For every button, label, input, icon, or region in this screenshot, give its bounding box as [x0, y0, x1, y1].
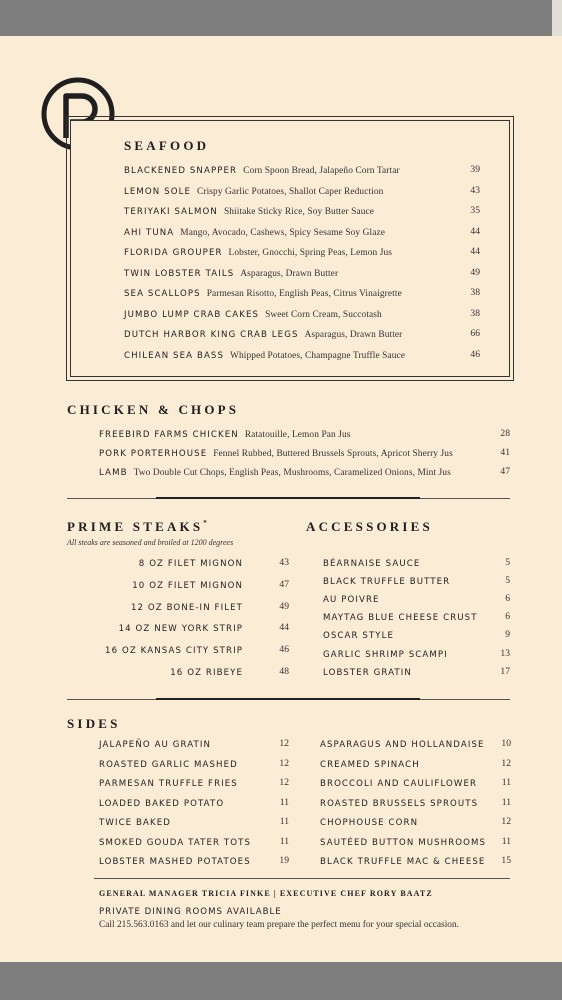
- item-price: 48: [279, 666, 289, 677]
- item-name: TERIYAKI SALMON: [124, 207, 218, 217]
- prime-steaks-heading: PRIME STEAKS*: [67, 519, 207, 534]
- item-name: GARLIC SHRIMP SCAMPI: [323, 649, 448, 660]
- accessory-item: [323, 591, 380, 607]
- side-item: [99, 775, 238, 791]
- item-name: JALAPEÑO AU GRATIN: [99, 740, 212, 750]
- item-price: 44: [470, 246, 480, 257]
- seafood-item: [124, 162, 400, 178]
- side-item: [99, 814, 171, 830]
- item-price: 44: [279, 622, 289, 634]
- accessory-item: [323, 627, 394, 643]
- side-item: [99, 756, 238, 772]
- item-price: 10: [501, 738, 511, 749]
- steak-item: [60, 642, 243, 658]
- seafood-item: [124, 326, 402, 342]
- steak-item: [60, 577, 243, 593]
- accessory-item: [323, 555, 420, 571]
- item-name: CREAMED SPINACH: [320, 759, 420, 770]
- side-item: [320, 814, 418, 830]
- steak-item: [60, 620, 243, 636]
- item-price: 46: [470, 348, 480, 360]
- item-name: BLACK TRUFFLE BUTTER: [323, 577, 451, 588]
- photo-bottom-border: [0, 962, 562, 1000]
- accessory-item: [323, 664, 412, 680]
- item-price: 12: [279, 738, 289, 749]
- chicken-chops-item: [99, 445, 453, 461]
- private-dining-call: Call 215.563.0163 and let our culinary team prepare the perfect menu for your special occasion.: [99, 920, 460, 930]
- item-description: Asparagus, Drawn Butter: [304, 330, 403, 340]
- steaks-note: All steaks are seasoned and broiled at 1200 degrees: [67, 538, 234, 547]
- item-name: TWIN LOBSTER TAILS: [124, 268, 235, 279]
- item-price: 9: [505, 629, 510, 641]
- item-price: 35: [470, 205, 480, 216]
- item-name: 10 OZ FILET MIGNON: [132, 580, 243, 591]
- item-price: 11: [501, 777, 511, 788]
- side-item: [320, 795, 478, 811]
- item-name: LAMB: [99, 468, 128, 478]
- item-price: 43: [470, 184, 480, 196]
- seafood-item: [124, 265, 338, 281]
- item-name: 8 OZ FILET MIGNON: [138, 559, 243, 569]
- seafood-item: [124, 285, 402, 301]
- item-price: 43: [279, 557, 289, 568]
- item-name: LOBSTER MASHED POTATOES: [99, 857, 251, 867]
- steak-item: [60, 599, 243, 615]
- item-name: ROASTED BRUSSELS SPROUTS: [320, 798, 479, 809]
- item-name: FLORIDA GROUPER: [124, 248, 223, 258]
- item-name: LEMON SOLE: [124, 186, 191, 197]
- side-item: [99, 853, 251, 869]
- item-name: LOBSTER GRATIN: [323, 667, 412, 678]
- seafood-heading: SEAFOOD: [124, 138, 210, 153]
- item-name: SEA SCALLOPS: [124, 289, 201, 299]
- item-name: TWICE BAKED: [99, 818, 172, 828]
- item-name: BLACKENED SNAPPER: [124, 166, 238, 176]
- item-price: 44: [470, 225, 480, 237]
- item-description: Whipped Potatoes, Champagne Truffle Sauce: [230, 350, 406, 361]
- item-name: PARMESAN TRUFFLE FRIES: [99, 779, 238, 789]
- item-description: Shiitake Sticky Rice, Soy Butter Sauce: [223, 207, 375, 217]
- item-name: ROASTED GARLIC MASHED: [99, 759, 238, 770]
- seafood-item: [124, 203, 374, 219]
- item-price: 66: [470, 328, 480, 339]
- item-description: Corn Spoon Bread, Jalapeño Corn Tartar: [243, 166, 400, 176]
- seafood-item: [124, 224, 385, 240]
- item-price: 38: [470, 287, 480, 298]
- item-price: 39: [470, 164, 480, 175]
- seafood-item: [124, 244, 392, 260]
- staff-credits: GENERAL MANAGER TRICIA FINKE | EXECUTIVE CHEF RORY BAATZ: [99, 889, 433, 898]
- item-name: 14 OZ NEW YORK STRIP: [118, 624, 243, 635]
- chicken-chops-item: [99, 426, 351, 442]
- item-price: 12: [501, 757, 511, 769]
- item-price: 12: [279, 777, 289, 788]
- chicken-chops-heading: CHICKEN & CHOPS: [67, 402, 240, 417]
- item-price: 47: [500, 466, 510, 477]
- item-name: BÉARNAISE SAUCE: [323, 559, 421, 569]
- side-item: [99, 834, 251, 850]
- item-description: Ratatouille, Lemon Pan Jus: [244, 430, 351, 440]
- item-price: 5: [505, 557, 510, 568]
- menu-page: [0, 36, 562, 962]
- item-name: ASPARAGUS AND HOLLANDAISE: [320, 740, 485, 750]
- divider-accent: [156, 497, 420, 499]
- divider: [94, 878, 510, 879]
- item-price: 49: [279, 600, 289, 612]
- divider-accent: [156, 698, 420, 700]
- side-item: [320, 756, 420, 772]
- seafood-item: [124, 183, 383, 199]
- item-name: OSCAR STYLE: [323, 631, 395, 642]
- item-description: Two Double Cut Chops, English Peas, Mushrooms, Caramelized Onions, Mint Jus: [133, 468, 451, 478]
- seafood-item: [124, 306, 382, 322]
- item-price: 12: [501, 816, 511, 827]
- item-description: Sweet Corn Cream, Succotash: [265, 309, 382, 320]
- item-price: 5: [505, 575, 510, 587]
- item-price: 38: [470, 307, 480, 319]
- item-description: Crispy Garlic Potatoes, Shallot Caper Reduction: [197, 186, 384, 197]
- item-name: 16 OZ KANSAS CITY STRIP: [105, 646, 243, 657]
- steak-item: [60, 664, 243, 680]
- item-name: 16 OZ RIBEYE: [170, 668, 243, 678]
- item-name: AHI TUNA: [124, 227, 175, 238]
- item-name: LOADED BAKED POTATO: [99, 798, 225, 809]
- item-name: CHILEAN SEA BASS: [124, 350, 225, 361]
- item-price: 19: [279, 855, 289, 866]
- item-price: 11: [279, 816, 289, 827]
- seafood-item: [124, 347, 405, 363]
- item-price: 41: [500, 447, 510, 458]
- item-price: 12: [279, 757, 289, 769]
- item-price: 13: [500, 647, 510, 659]
- side-item: [320, 834, 486, 850]
- accessory-item: [323, 609, 478, 625]
- item-price: 6: [505, 611, 510, 623]
- item-name: DUTCH HARBOR KING CRAB LEGS: [124, 330, 299, 340]
- side-item: [320, 775, 477, 791]
- item-price: 15: [501, 855, 511, 866]
- accessory-item: [323, 573, 450, 589]
- accessories-heading: ACCESSORIES: [306, 519, 433, 534]
- steak-item: [60, 555, 243, 571]
- item-name: CHOPHOUSE CORN: [320, 818, 419, 828]
- item-description: Parmesan Risotto, English Peas, Citrus Vinaigrette: [206, 289, 402, 299]
- item-price: 46: [279, 644, 289, 656]
- sides-heading: SIDES: [67, 716, 121, 731]
- item-name: PORK PORTERHOUSE: [99, 449, 208, 459]
- item-name: 12 OZ BONE-IN FILET: [130, 602, 243, 613]
- item-name: SAUTÉED BUTTON MUSHROOMS: [320, 837, 487, 848]
- side-item: [320, 853, 485, 869]
- photo-top-border: [0, 0, 562, 36]
- accessory-item: [323, 646, 448, 662]
- photo-top-edge: [552, 0, 562, 36]
- item-price: 47: [279, 578, 289, 590]
- private-dining-heading: PRIVATE DINING ROOMS AVAILABLE: [99, 907, 282, 917]
- item-price: 17: [500, 665, 510, 677]
- item-name: JUMBO LUMP CRAB CAKES: [124, 309, 260, 320]
- chicken-chops-item: [99, 464, 451, 480]
- item-name: MAYTAG BLUE CHEESE CRUST: [323, 613, 478, 624]
- side-item: [320, 736, 485, 752]
- item-name: BROCCOLI AND CAULIFLOWER: [320, 779, 478, 789]
- side-item: [99, 795, 224, 811]
- item-description: Asparagus, Drawn Butter: [240, 268, 339, 279]
- item-name: BLACK TRUFFLE MAC & CHEESE: [320, 857, 486, 867]
- item-name: SMOKED GOUDA TATER TOTS: [99, 837, 252, 848]
- item-description: Mango, Avocado, Cashews, Spicy Sesame Soy Glaze: [180, 227, 386, 238]
- item-price: 11: [279, 835, 289, 847]
- item-description: Lobster, Gnocchi, Spring Peas, Lemon Jus: [228, 248, 393, 258]
- item-price: 49: [470, 266, 480, 278]
- item-price: 6: [505, 593, 510, 605]
- item-description: Fennel Rubbed, Buttered Brussels Sprouts, Apricot Sherry Jus: [213, 449, 453, 459]
- item-name: FREEBIRD FARMS CHICKEN: [99, 430, 239, 440]
- item-price: 11: [501, 835, 511, 847]
- item-price: 11: [279, 796, 289, 808]
- item-name: AU POIVRE: [323, 595, 380, 606]
- item-price: 11: [501, 796, 511, 808]
- side-item: [99, 736, 211, 752]
- item-price: 28: [500, 428, 510, 439]
